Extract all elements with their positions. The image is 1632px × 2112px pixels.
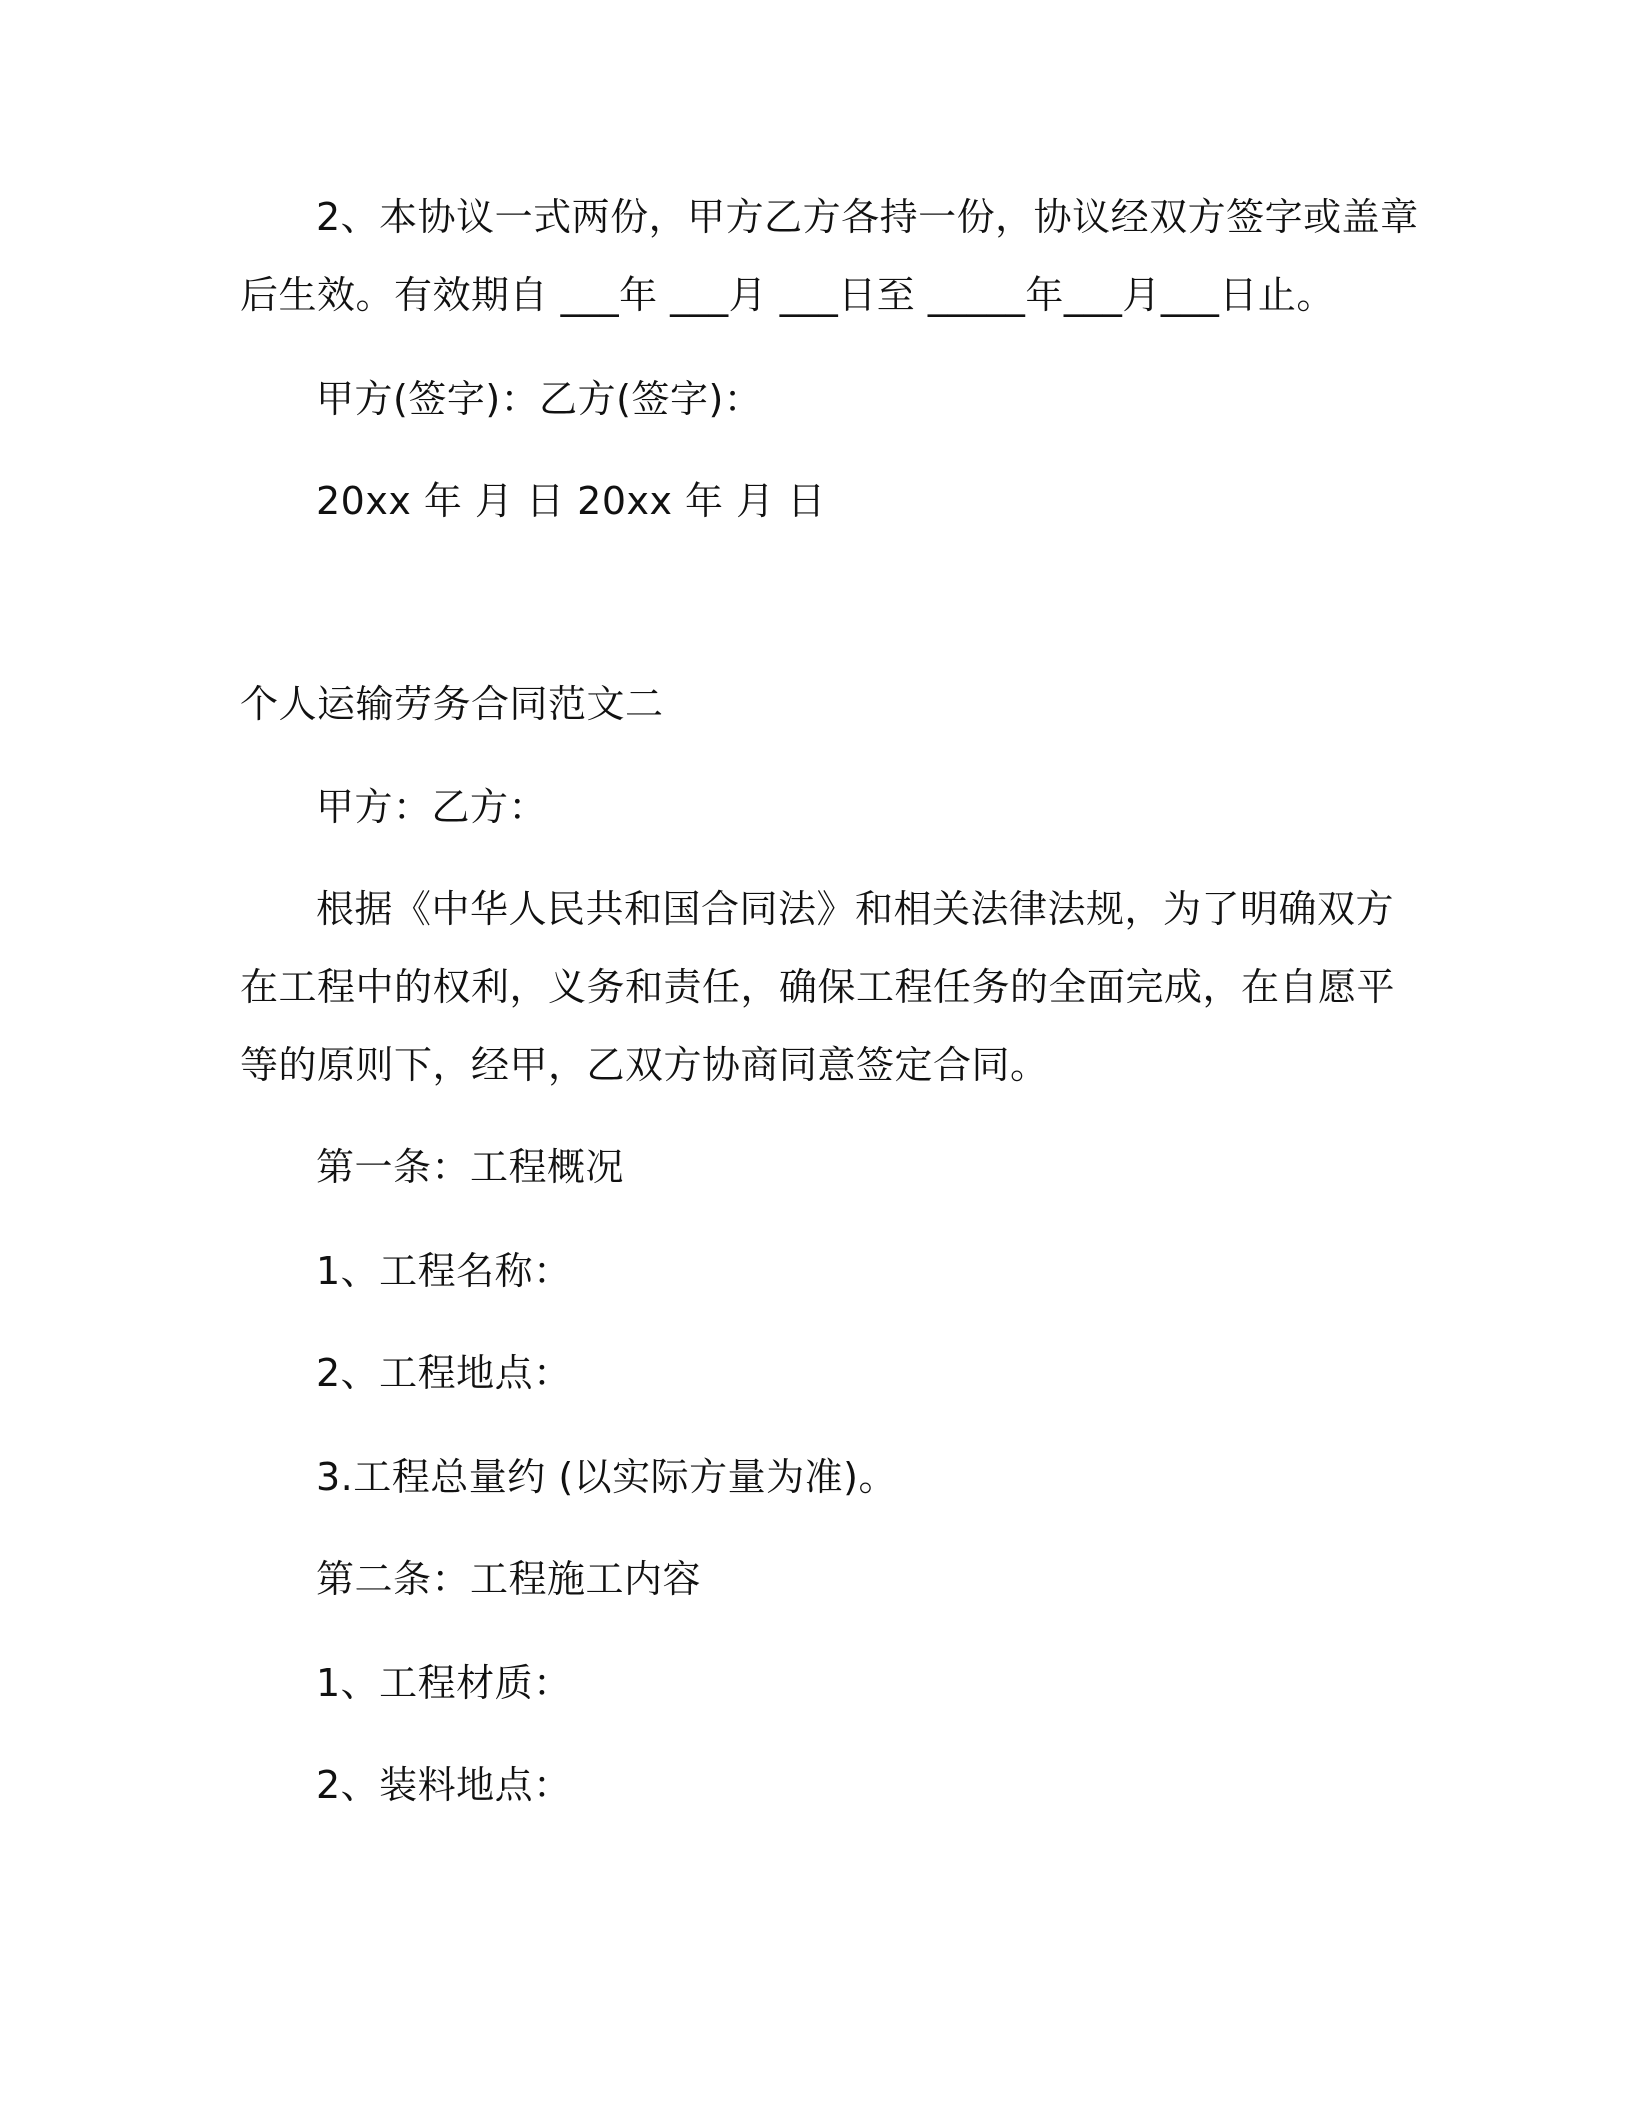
article-1-item-1: 1、工程名称： [316,1249,572,1293]
preamble-line-2: 在工程中的权利，义务和责任，确保工程任务的全面完成，在自愿平 [240,965,1396,1009]
article-2-item-1: 1、工程材质： [316,1661,572,1705]
parties-line: 甲方：乙方： [316,785,548,829]
signature-line: 甲方(签字)：乙方(签字)： [316,377,763,421]
article-1-heading: 第一条：工程概况 [316,1145,625,1189]
preamble-line-1: 根据《中华人民共和国合同法》和相关法律法规，为了明确双方 [316,887,1395,931]
article-1-item-3: 3.工程总量约 (以实际方量为准)。 [316,1455,897,1499]
agreement-clause-2-line-2: 后生效。有效期自 ___年 ___月 ___日至 _____年___月___日止。 [240,273,1335,317]
section-title: 个人运输劳务合同范文二 [240,682,664,726]
preamble-line-3: 等的原则下，经甲，乙双方协商同意签定合同。 [240,1043,1049,1087]
article-2-heading: 第二条：工程施工内容 [316,1557,702,1601]
article-1-item-2: 2、工程地点： [316,1351,572,1395]
agreement-clause-2-line-1: 2、本协议一式两份，甲方乙方各持一份，协议经双方签字或盖章 [316,195,1419,239]
date-line: 20xx 年 月 日 20xx 年 月 日 [316,479,826,523]
article-2-item-2: 2、装料地点： [316,1763,572,1807]
